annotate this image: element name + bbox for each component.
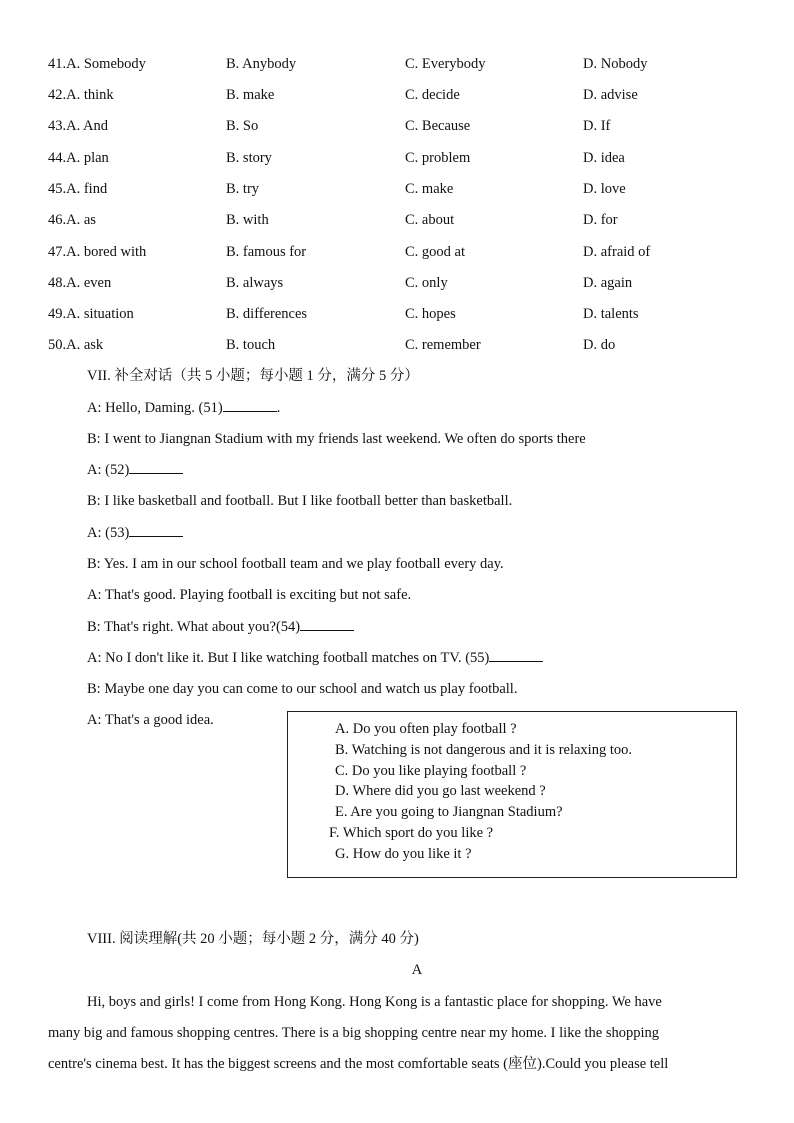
option-d: D. again (583, 275, 633, 291)
option-row (0, 54, 794, 74)
passage-line: centre's cinema best. It has the biggest screens and the most comfortable seats (座位).Could you please tell (48, 1056, 669, 1072)
dialogue-line: B: Maybe one day you can come to our school and watch us play football. (87, 681, 518, 697)
option-row (0, 335, 794, 355)
dialogue-line: B: Yes. I am in our school football team and we play football every day. (87, 556, 504, 572)
option-row (0, 210, 794, 230)
option-d: D. Nobody (583, 56, 648, 72)
option-c: C. only (405, 275, 448, 291)
passage-line: many big and famous shopping centres. There is a big shopping centre near my home. I like the shopping (48, 1025, 660, 1041)
option-c: C. problem (405, 150, 471, 166)
section-8-heading: VIII. 阅读理解(共 20 小题；每小题 2 分，满分 40 分) (87, 931, 419, 947)
option-b: B. So (226, 118, 259, 134)
option-row (0, 148, 794, 168)
option-b: B. differences (226, 306, 308, 322)
dialogue-line-53: A: (53) (87, 523, 183, 543)
dialogue-line-52: A: (52) (87, 460, 183, 480)
choice-c: C. Do you like playing football ? (335, 763, 527, 779)
option-c: C. Everybody (405, 56, 486, 72)
option-b: B. try (226, 181, 260, 197)
option-row (0, 304, 794, 324)
dialogue-line-51: A: Hello, Daming. (51) . (87, 400, 281, 416)
option-b: B. Anybody (226, 56, 297, 72)
option-c: C. remember (405, 337, 481, 353)
option-d: D. for (583, 212, 618, 228)
option-c: C. Because (405, 118, 471, 134)
option-c: C. good at (405, 244, 466, 260)
dialogue-line: B: I like basketball and football. But I like football better than basketball. (87, 493, 513, 509)
dialogue-line-54: B: That's right. What about you?(54) (87, 617, 354, 637)
option-c: C. hopes (405, 306, 456, 322)
choice-e: E. Are you going to Jiangnan Stadium? (335, 804, 563, 820)
answer-blank-52[interactable] (129, 460, 183, 474)
option-b: B. make (226, 87, 275, 103)
option-a: 49.A. situation (48, 306, 134, 322)
choice-f: F. Which sport do you like ? (329, 825, 494, 841)
option-c: C. about (405, 212, 455, 228)
option-a: 48.A. even (48, 275, 112, 291)
option-a: 50.A. ask (48, 337, 104, 353)
option-c: C. decide (405, 87, 460, 103)
option-a: 46.A. as (48, 212, 96, 228)
passage-label: A (411, 962, 423, 978)
option-b: B. famous for (226, 244, 307, 260)
passage-line: Hi, boys and girls! I come from Hong Kong. Hong Kong is a fantastic place for shopping. We have (87, 994, 662, 1010)
option-d: D. do (583, 337, 616, 353)
choice-g: G. How do you like it ? (335, 846, 472, 862)
option-row (0, 242, 794, 262)
option-c: C. make (405, 181, 454, 197)
choice-b: B. Watching is not dangerous and it is relaxing too. (335, 742, 632, 758)
option-d: D. idea (583, 150, 625, 166)
option-a: 41.A. Somebody (48, 56, 146, 72)
option-a: 44.A. plan (48, 150, 109, 166)
option-a: 43.A. And (48, 118, 109, 134)
choice-box (287, 711, 737, 878)
dialogue-line: B: I went to Jiangnan Stadium with my friends last weekend. We often do sports there (87, 431, 586, 447)
dialogue-line-55: A: No I don't like it. But I like watching football matches on TV. (55) (87, 648, 543, 668)
answer-blank-51[interactable] (223, 398, 277, 412)
option-d: D. afraid of (583, 244, 651, 260)
option-d: D. talents (583, 306, 639, 322)
option-b: B. touch (226, 337, 276, 353)
dialogue-line: A: That's good. Playing football is exciting but not safe. (87, 587, 412, 603)
option-d: D. If (583, 118, 611, 134)
option-a: 42.A. think (48, 87, 114, 103)
dialogue-line: A: That's a good idea. (87, 712, 214, 728)
section-7-heading: VII. 补全对话（共 5 小题；每小题 1 分，满分 5 分） (87, 368, 419, 384)
choice-d: D. Where did you go last weekend ? (335, 783, 546, 799)
answer-blank-54[interactable] (300, 617, 354, 631)
option-b: B. always (226, 275, 284, 291)
option-a: 45.A. find (48, 181, 108, 197)
option-row (0, 116, 794, 136)
option-b: B. story (226, 150, 272, 166)
option-b: B. with (226, 212, 269, 228)
answer-blank-53[interactable] (129, 523, 183, 537)
option-d: D. advise (583, 87, 638, 103)
option-d: D. love (583, 181, 626, 197)
option-row (0, 85, 794, 105)
option-row (0, 273, 794, 293)
option-row (0, 179, 794, 199)
answer-blank-55[interactable] (489, 648, 543, 662)
choice-a: A. Do you often play football ? (335, 721, 517, 737)
option-a: 47.A. bored with (48, 244, 147, 260)
